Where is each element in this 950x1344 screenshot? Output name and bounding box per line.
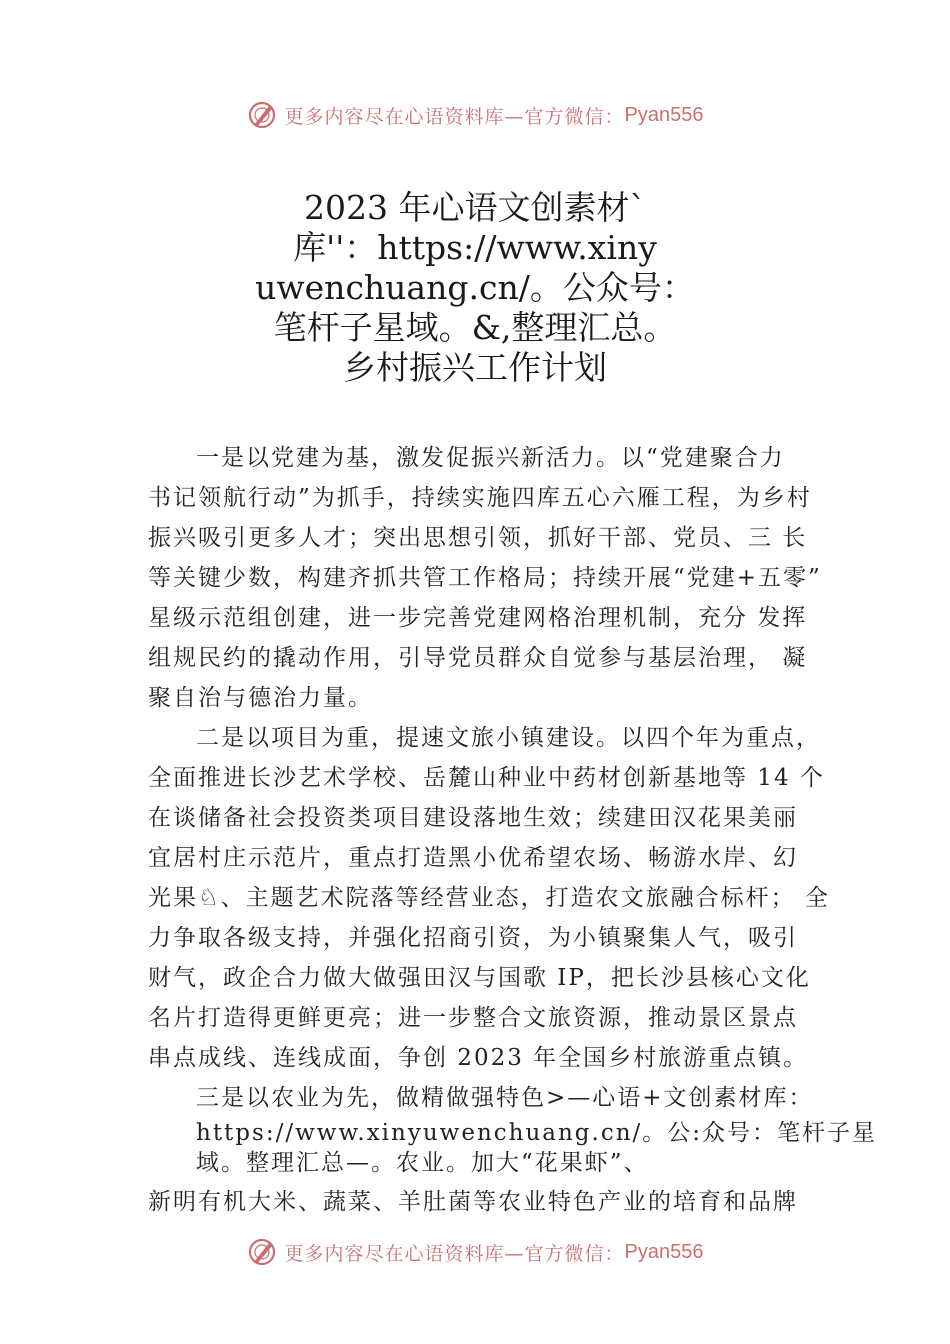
paragraph-3 <box>148 1078 878 1222</box>
text-line: 一是以党建为基，激发促振兴新活力。以“党建聚合力 <box>196 445 785 471</box>
text-line: 全面推进长沙艺术学校、岳麓山种业中药材创新基地等 14 个 <box>148 765 825 791</box>
banner-text: 更多内容尽在心语资料库—官方微信： <box>284 105 625 128</box>
text-line: 域。整理汇总—。农业。加大“花果虾”、 <box>196 1150 649 1176</box>
text-line: 等关键少数，构建齐抓共管工作格局；持续开展“党建+五零” <box>148 565 822 591</box>
title-line: uwenchuang.cn/。公众号： <box>255 268 695 307</box>
text-line: 力争取各级支持，并强化招商引资，为小镇聚集人气，吸引 <box>148 925 798 951</box>
text-line: 振兴吸引更多人才；突出思想引领，抓好干部、党员、三 长 <box>148 525 808 551</box>
text-line: 组规民约的撬动作用，引导党员群众自觉参与基层治理， 凝 <box>148 645 808 671</box>
document-title <box>150 188 800 388</box>
text-line: 财气，政企合力做大做强田汉与国歌 IP，把长沙县核心文化 <box>148 965 811 991</box>
paragraph-2 <box>148 718 828 1078</box>
text-line: 在谈储备社会投资类项目建设落地生效；续建田汉花果美丽 <box>148 805 798 831</box>
footer-banner <box>0 1232 950 1272</box>
title-line: 库''：https://www.xiny <box>293 228 657 267</box>
text-line: 三是以农业为先，做精做强特色>—心语+文创素材库： <box>196 1085 814 1111</box>
text-line: 光果♘、主题艺术院落等经营业态，打造农文旅融合标杆； 全 <box>148 885 830 911</box>
pen-seal-icon <box>247 100 277 130</box>
text-line: 星级示范组创建，进一步完善党建网格治理机制，充分 发挥 <box>148 605 808 631</box>
title-line: 笔杆子星域。&,整理汇总。 <box>273 308 677 347</box>
header-banner <box>0 95 950 135</box>
banner-wechat-id: Pyan556 <box>624 1240 704 1263</box>
banner-wechat-id: Pyan556 <box>624 103 704 126</box>
pen-seal-icon <box>247 1237 277 1267</box>
title-line: 2023 年心语文创素材` <box>304 188 646 227</box>
text-line: 串点成线、连线成面，争创 2023 年全国乡村旅游重点镇。 <box>148 1045 809 1071</box>
paragraph-1 <box>148 438 828 718</box>
text-line: 二是以项目为重，提速文旅小镇建设。以四个年为重点， <box>196 725 821 751</box>
text-line: 书记领航行动”为抓手，持续实施四库五心六雁工程，为乡村 <box>148 485 812 511</box>
text-line: https://www.xinyuwenchuang.cn/。公:众号：笔杆子星 <box>196 1120 878 1146</box>
text-line: 新明有机大米、蔬菜、羊肚菌等农业特色产业的培育和品牌 <box>148 1189 798 1215</box>
title-line: 乡村振兴工作计划 <box>343 348 607 387</box>
document-body <box>148 438 878 1222</box>
text-line: 名片打造得更鲜更亮；进一步整合文旅资源，推动景区景点 <box>148 1005 798 1031</box>
text-line: 宜居村庄示范片，重点打造黑小优希望农场、畅游水岸、幻 <box>148 845 798 871</box>
banner-text: 更多内容尽在心语资料库—官方微信： <box>284 1242 625 1265</box>
text-line: 聚自治与德治力量。 <box>148 685 373 711</box>
